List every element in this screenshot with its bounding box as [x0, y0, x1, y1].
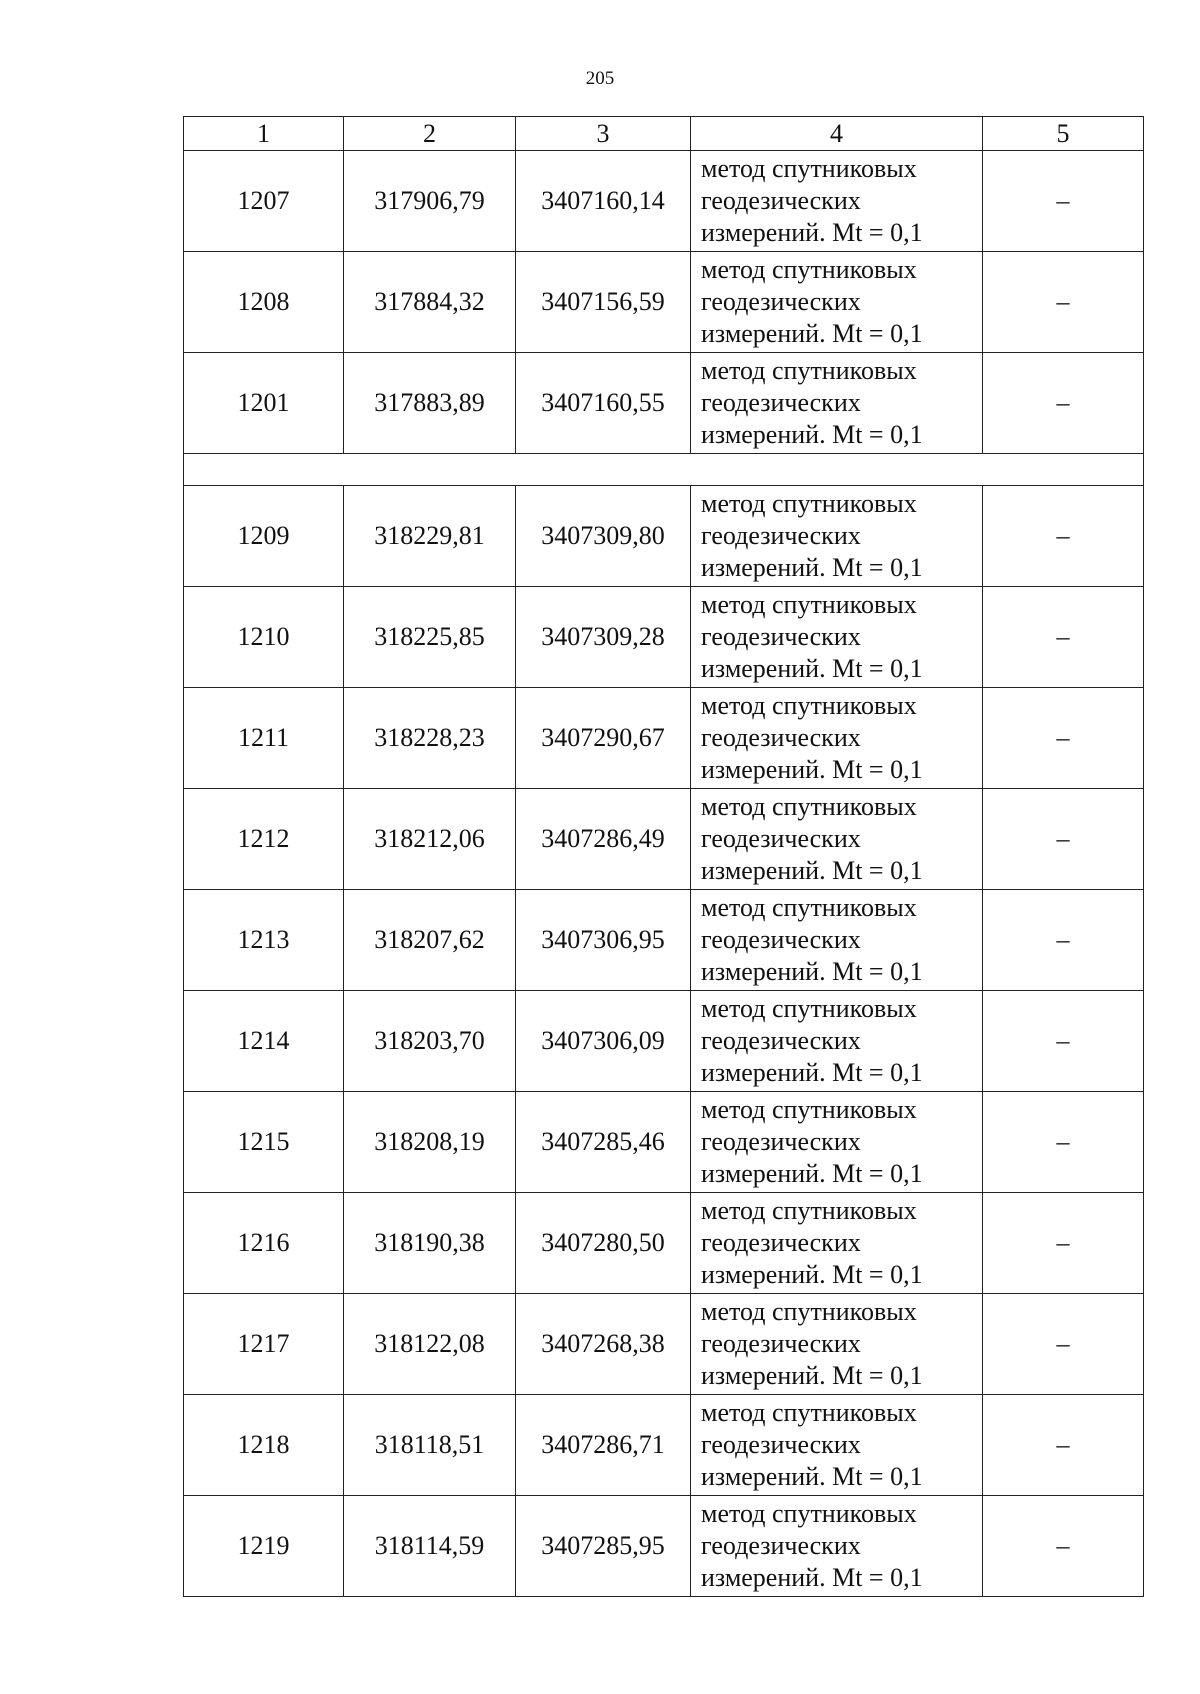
- method-text-line: геодезических: [701, 1430, 861, 1459]
- method-text-line: измерений. Mt = 0,1: [701, 654, 923, 683]
- method-cell: [691, 151, 983, 252]
- coordinates-table: [183, 116, 1144, 1597]
- table-row: [184, 890, 1144, 991]
- method-text-line: геодезических: [701, 723, 861, 752]
- method-text-line: геодезических: [701, 1531, 861, 1560]
- method-text-line: метод спутниковых: [701, 893, 917, 922]
- table-row: [184, 1496, 1144, 1597]
- x-coordinate-cell: 318122,08: [344, 1294, 516, 1395]
- method-text-line: метод спутниковых: [701, 792, 917, 821]
- method-cell: [691, 587, 983, 688]
- method-text-line: метод спутниковых: [701, 489, 917, 518]
- table-row: [184, 587, 1144, 688]
- method-cell: [691, 1092, 983, 1193]
- note-cell: –: [983, 1092, 1144, 1193]
- note-cell: –: [983, 486, 1144, 587]
- table-row: [184, 1193, 1144, 1294]
- y-coordinate-cell: 3407290,67: [516, 688, 691, 789]
- method-cell: [691, 353, 983, 454]
- column-header: 4: [691, 117, 983, 151]
- y-coordinate-cell: 3407160,55: [516, 353, 691, 454]
- x-coordinate-cell: 317883,89: [344, 353, 516, 454]
- point-number-cell: 1217: [184, 1294, 344, 1395]
- note-cell: –: [983, 688, 1144, 789]
- x-coordinate-cell: 318208,19: [344, 1092, 516, 1193]
- method-text-line: геодезических: [701, 1329, 861, 1358]
- group-separator-cell: [184, 454, 1144, 486]
- y-coordinate-cell: 3407280,50: [516, 1193, 691, 1294]
- table-row: [184, 1395, 1144, 1496]
- y-coordinate-cell: 3407306,09: [516, 991, 691, 1092]
- method-cell: [691, 991, 983, 1092]
- note-cell: –: [983, 789, 1144, 890]
- x-coordinate-cell: 318203,70: [344, 991, 516, 1092]
- method-cell: [691, 486, 983, 587]
- y-coordinate-cell: 3407285,46: [516, 1092, 691, 1193]
- method-cell: [691, 1496, 983, 1597]
- method-text-line: измерений. Mt = 0,1: [701, 319, 923, 348]
- table-row: [184, 486, 1144, 587]
- method-text-line: измерений. Mt = 0,1: [701, 1361, 923, 1390]
- method-cell: [691, 789, 983, 890]
- method-text-line: измерений. Mt = 0,1: [701, 856, 923, 885]
- point-number-cell: 1213: [184, 890, 344, 991]
- method-text-line: измерений. Mt = 0,1: [701, 420, 923, 449]
- point-number-cell: 1212: [184, 789, 344, 890]
- note-cell: –: [983, 587, 1144, 688]
- y-coordinate-cell: 3407285,95: [516, 1496, 691, 1597]
- x-coordinate-cell: 318114,59: [344, 1496, 516, 1597]
- point-number-cell: 1214: [184, 991, 344, 1092]
- method-text-line: метод спутниковых: [701, 356, 917, 385]
- method-text-line: метод спутниковых: [701, 1196, 917, 1225]
- note-cell: –: [983, 991, 1144, 1092]
- method-cell: [691, 1395, 983, 1496]
- method-text-line: измерений. Mt = 0,1: [701, 755, 923, 784]
- table-row: [184, 789, 1144, 890]
- note-cell: –: [983, 1193, 1144, 1294]
- point-number-cell: 1218: [184, 1395, 344, 1496]
- point-number-cell: 1215: [184, 1092, 344, 1193]
- method-text-line: геодезических: [701, 521, 861, 550]
- method-text-line: геодезических: [701, 287, 861, 316]
- note-cell: –: [983, 1496, 1144, 1597]
- method-text-line: измерений. Mt = 0,1: [701, 553, 923, 582]
- x-coordinate-cell: 318118,51: [344, 1395, 516, 1496]
- y-coordinate-cell: 3407160,14: [516, 151, 691, 252]
- page-number: 205: [585, 68, 615, 89]
- method-text-line: измерений. Mt = 0,1: [701, 218, 923, 247]
- table-row: [184, 1092, 1144, 1193]
- method-text-line: измерений. Mt = 0,1: [701, 1159, 923, 1188]
- note-cell: –: [983, 890, 1144, 991]
- x-coordinate-cell: 317906,79: [344, 151, 516, 252]
- method-text-line: геодезических: [701, 824, 861, 853]
- column-header: 3: [516, 117, 691, 151]
- method-text-line: метод спутниковых: [701, 1398, 917, 1427]
- method-text-line: геодезических: [701, 1228, 861, 1257]
- table-row: [184, 353, 1144, 454]
- x-coordinate-cell: 318207,62: [344, 890, 516, 991]
- method-text-line: метод спутниковых: [701, 1297, 917, 1326]
- method-text-line: геодезических: [701, 388, 861, 417]
- y-coordinate-cell: 3407286,71: [516, 1395, 691, 1496]
- column-header: 1: [184, 117, 344, 151]
- point-number-cell: 1210: [184, 587, 344, 688]
- method-text-line: измерений. Mt = 0,1: [701, 1058, 923, 1087]
- method-text-line: метод спутниковых: [701, 1095, 917, 1124]
- y-coordinate-cell: 3407309,80: [516, 486, 691, 587]
- method-text-line: измерений. Mt = 0,1: [701, 1260, 923, 1289]
- table-row: [184, 151, 1144, 252]
- method-cell: [691, 1193, 983, 1294]
- column-header: 2: [344, 117, 516, 151]
- table-body: [184, 117, 1144, 1597]
- table-row: [184, 688, 1144, 789]
- point-number-cell: 1216: [184, 1193, 344, 1294]
- table-row: [184, 252, 1144, 353]
- x-coordinate-cell: 318190,38: [344, 1193, 516, 1294]
- note-cell: –: [983, 151, 1144, 252]
- table-header-row: [184, 117, 1144, 151]
- note-cell: –: [983, 252, 1144, 353]
- x-coordinate-cell: 318229,81: [344, 486, 516, 587]
- method-text-line: измерений. Mt = 0,1: [701, 1462, 923, 1491]
- method-cell: [691, 890, 983, 991]
- note-cell: –: [983, 1294, 1144, 1395]
- method-text-line: измерений. Mt = 0,1: [701, 1563, 923, 1592]
- x-coordinate-cell: 318228,23: [344, 688, 516, 789]
- method-text-line: метод спутниковых: [701, 154, 917, 183]
- x-coordinate-cell: 317884,32: [344, 252, 516, 353]
- method-cell: [691, 252, 983, 353]
- y-coordinate-cell: 3407156,59: [516, 252, 691, 353]
- method-cell: [691, 1294, 983, 1395]
- y-coordinate-cell: 3407306,95: [516, 890, 691, 991]
- group-separator-row: [184, 454, 1144, 486]
- method-text-line: геодезических: [701, 1127, 861, 1156]
- column-header: 5: [983, 117, 1144, 151]
- point-number-cell: 1209: [184, 486, 344, 587]
- method-text-line: измерений. Mt = 0,1: [701, 957, 923, 986]
- method-cell: [691, 688, 983, 789]
- point-number-cell: 1211: [184, 688, 344, 789]
- point-number-cell: 1207: [184, 151, 344, 252]
- point-number-cell: 1208: [184, 252, 344, 353]
- x-coordinate-cell: 318212,06: [344, 789, 516, 890]
- method-text-line: метод спутниковых: [701, 1499, 917, 1528]
- point-number-cell: 1219: [184, 1496, 344, 1597]
- method-text-line: метод спутниковых: [701, 255, 917, 284]
- method-text-line: геодезических: [701, 925, 861, 954]
- method-text-line: геодезических: [701, 186, 861, 215]
- y-coordinate-cell: 3407286,49: [516, 789, 691, 890]
- table-row: [184, 991, 1144, 1092]
- note-cell: –: [983, 353, 1144, 454]
- note-cell: –: [983, 1395, 1144, 1496]
- method-text-line: геодезических: [701, 1026, 861, 1055]
- table-row: [184, 1294, 1144, 1395]
- point-number-cell: 1201: [184, 353, 344, 454]
- x-coordinate-cell: 318225,85: [344, 587, 516, 688]
- method-text-line: метод спутниковых: [701, 590, 917, 619]
- method-text-line: метод спутниковых: [701, 994, 917, 1023]
- y-coordinate-cell: 3407309,28: [516, 587, 691, 688]
- method-text-line: метод спутниковых: [701, 691, 917, 720]
- method-text-line: геодезических: [701, 622, 861, 651]
- y-coordinate-cell: 3407268,38: [516, 1294, 691, 1395]
